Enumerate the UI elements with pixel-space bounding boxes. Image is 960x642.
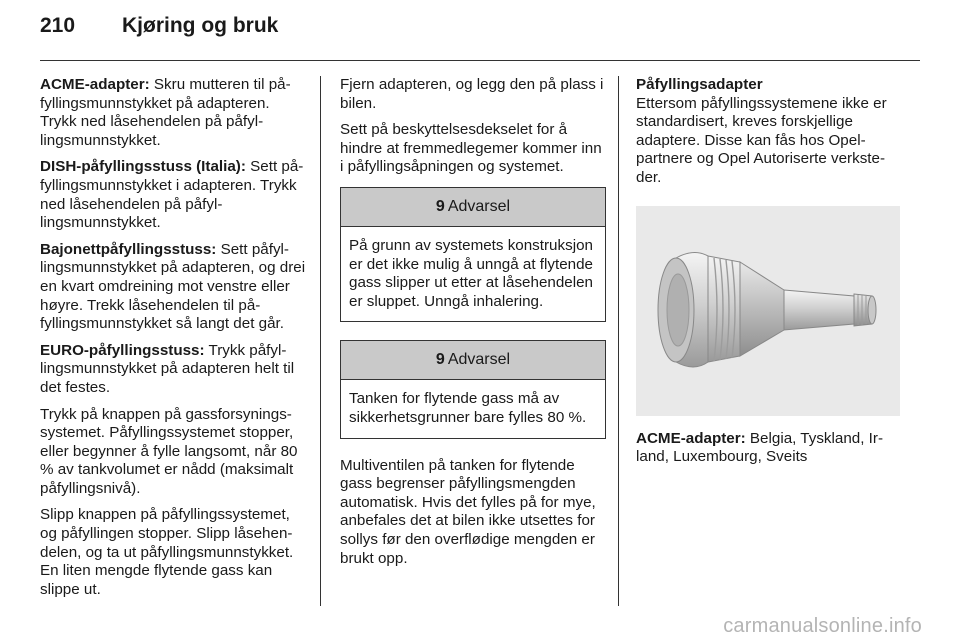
warning-header-1	[341, 188, 605, 227]
warning-title-2: Advarsel	[447, 351, 511, 369]
text-bajonett: Sett påfyllingsmunnstykket på adapteren, og drei en kvart omdreining mot venstre eller høyre. Trekk låsehendelen til påfyllingsmunnstykket så langt det går.	[40, 240, 306, 333]
page-title: Kjøring og bruk	[122, 14, 279, 37]
paragraph-bajonett	[40, 241, 308, 334]
warning-icon: 9	[435, 351, 445, 369]
warning-header-2	[341, 341, 605, 380]
column-divider-2	[618, 76, 619, 606]
section-title: Påfyllingsadapter	[636, 76, 763, 93]
paragraph-remove-adapter: Fjern adapteren, og legg den på plass i bilen.	[340, 76, 604, 112]
warning-box-1	[340, 187, 606, 322]
text-dish: Sett påfyllingsmunnstykket i adapteren. Trykk ned låsehendelen på påfyllingsmunnstykket.	[40, 158, 304, 232]
paragraph-multivalve: Multiventilen på tanken for flytende gass begrenser påfyllingsmengden automatisk. Hvis det fylles på for mye, anbefales det at bilen ikke utsettes for sollys før den overflødige mengden er brukt opp.	[340, 456, 596, 567]
paragraph-adapters: Ettersom påfyllingssystemene ikke er standardisert, kreves forskjellige adaptere. Disse kan fås hos Opel-partnere og Opel Autoriserte verksteder.	[636, 94, 887, 186]
page-header	[40, 14, 278, 50]
paragraph-protective-cover: Sett på beskyttelsesdekselet for å hindre at fremmedlegemer kommer inn i påfyllingsåpningen og systemet.	[340, 121, 602, 176]
warning-text-1: På grunn av systemets konstruksjon er det ikke mulig å unngå at flytende gass slipper ut etter at låsehendelen er sluppet. Unngå inhalering.	[349, 236, 594, 310]
text-euro: Trykk påfyllingsmunnstykket på adapteren helt til det festes.	[40, 341, 295, 396]
paragraph-euro	[40, 342, 308, 398]
label-bajonett: Bajonettpåfyllingsstuss:	[40, 240, 217, 258]
column-divider-1	[320, 76, 321, 606]
label-euro: EURO-påfyllingsstuss:	[40, 341, 205, 359]
column-3	[636, 76, 904, 475]
header-divider	[40, 60, 920, 61]
page-number: 210	[40, 14, 76, 37]
column-1	[40, 76, 308, 607]
text-acme: Skru mutteren til påfyllingsmunnstykket på adapteren. Trykk ned låsehendelen på påfyllingsmunnstykket.	[40, 76, 291, 149]
paragraph-dish	[40, 158, 308, 232]
label-dish: DISH-påfyllingsstuss (Italia):	[40, 158, 246, 176]
acme-adapter-illustration	[636, 206, 900, 416]
label-acme: ACME-adapter:	[40, 76, 150, 93]
warning-text-2: Tanken for flytende gass må av sikkerhetsgrunner bare fylles 80 %.	[349, 390, 587, 426]
warning-icon: 9	[435, 197, 445, 215]
adapter-drawing	[636, 206, 900, 416]
watermark: carmanualsonline.info	[723, 615, 922, 637]
paragraph-press-button: Trykk på knappen på gassforsyningssystemet. Påfyllingssystemet stopper, eller begynner å fylle langsomt, når 80 % av tankvolumet er nådd (maksimalt påfyllingsnivå).	[40, 405, 298, 497]
paragraph-acme	[40, 76, 308, 150]
warning-box-2	[340, 340, 606, 438]
caption-text: Belgia, Tyskland, Irland, Luxembourg, Sveits	[636, 429, 884, 466]
warning-title-1: Advarsel	[447, 197, 511, 215]
paragraph-release-button: Slipp knappen på påfyllingssystemet, og påfyllingen stopper. Slipp låsehendelen, og ta ut påfyllingsmunnstykket. En liten mengde flytende gass kan slippe ut.	[40, 506, 294, 598]
column-2	[340, 76, 606, 576]
caption-label: ACME-adapter:	[636, 429, 746, 447]
figure-caption	[636, 430, 904, 467]
